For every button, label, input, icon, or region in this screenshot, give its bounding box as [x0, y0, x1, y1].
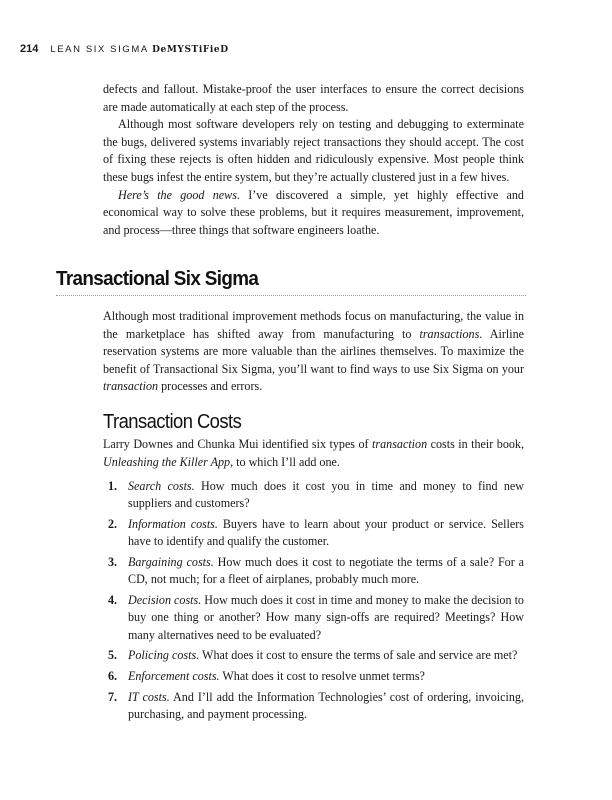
intro-paragraph-3 — [103, 187, 524, 240]
item-number: 3. — [108, 555, 118, 569]
transaction-cost-list — [103, 478, 524, 727]
subsection-text — [103, 436, 524, 471]
book-title: Unleashing the Killer App — [103, 454, 231, 469]
item-text: What does it cost to resolve unmet terms? — [219, 669, 425, 683]
item-text: What does it cost to ensure the terms of sale and service are met? — [199, 648, 518, 663]
intro-text — [103, 81, 524, 239]
running-title-brand: DeMYSTiFieD — [152, 45, 229, 55]
section-text-part: processes and errors. — [158, 379, 263, 394]
intro-paragraph-1: defects and fallout. Mistake-proof the user interfaces to ensure the correct decisions are made automatically at each step of the process. — [103, 82, 524, 114]
list-item — [103, 647, 524, 664]
subsection-text-part: costs in their book, — [427, 437, 524, 451]
good-news-emphasis: Here’s the good news — [118, 187, 237, 202]
list-item — [103, 516, 524, 551]
section-divider — [56, 295, 526, 296]
intro-paragraph-3-text: . I’ve discovered a simple, yet highly effective and economical way to solve these problems, but it requires measurement, improvement, and process—three things that software engineers loathe. — [103, 187, 524, 237]
list-item — [103, 592, 524, 644]
subsection-text-part: Larry Downes and Chunka Mui identified six types of — [103, 437, 373, 451]
item-term: Bargaining costs. — [128, 555, 214, 569]
section-text-part: Although most traditional improvement methods focus on manufacturing, the value in the marketplace has shifted away from manufacturing to — [103, 309, 524, 341]
running-title: LEAN SIX SIGMA — [50, 44, 149, 55]
item-term: Information costs. — [128, 517, 218, 531]
item-number: 4. — [108, 593, 118, 607]
item-term: Enforcement costs. — [128, 669, 220, 683]
item-term: Decision costs. — [128, 593, 202, 607]
item-number: 5. — [108, 648, 118, 663]
list-item — [103, 689, 524, 724]
item-text: Buyers have to learn about your product or service. Sellers have to identify and qualify the customer. — [128, 517, 524, 549]
intro-paragraph-2: Although most software developers rely on testing and debugging to exterminate the bugs, delivered systems invariably reject transactions they should accept. The cost of fixing these rejects is often hidden and ridiculously expensive. Most people think these bugs infest the entire system, but they’re actually clustered just in a few hives. — [103, 117, 524, 184]
section-heading: Transactional Six Sigma — [56, 267, 259, 290]
item-number: 1. — [108, 479, 118, 493]
section-text-part: . Airline reservation systems are more valuable than the airlines themselves. To maximize the benefit of Transactional Six Sigma, you’ll want to find ways to use Six Sigma on your — [103, 326, 524, 376]
list-item — [103, 478, 524, 513]
item-text: How much does it cost in time and money to make the decision to buy one thing or another? How many sign-offs are required? Meetings? How many alternatives need to be evaluated? — [128, 593, 524, 642]
item-number: 2. — [108, 517, 118, 531]
item-text: And I’ll add the Information Technologies’ cost of ordering, invoicing, purchasing, and payment processing. — [128, 689, 524, 721]
subsection-text-part: , to which I’ll add one. — [230, 454, 340, 469]
subsection-heading: Transaction Costs — [103, 411, 242, 433]
list-item — [103, 554, 524, 589]
section-paragraph — [103, 308, 524, 396]
transaction-emphasis: transaction — [372, 437, 428, 451]
item-term: IT costs. — [128, 689, 170, 704]
item-text: How much does it cost you in time and money to find new suppliers and customers? — [128, 479, 524, 511]
transactions-emphasis: transactions — [419, 326, 480, 341]
transaction-emphasis: transaction — [103, 379, 159, 394]
item-number: 7. — [108, 689, 118, 704]
list-item — [103, 668, 524, 685]
item-term: Search costs. — [128, 479, 195, 493]
page-number: 214 — [20, 43, 39, 55]
item-number: 6. — [108, 669, 118, 683]
running-head — [20, 42, 229, 57]
item-term: Policing costs. — [128, 648, 200, 663]
item-text: How much does it cost to negotiate the terms of a sale? For a CD, not much; for a fleet of airplanes, probably much more. — [128, 555, 525, 587]
subsection-paragraph — [103, 436, 524, 471]
section-text — [103, 308, 524, 396]
